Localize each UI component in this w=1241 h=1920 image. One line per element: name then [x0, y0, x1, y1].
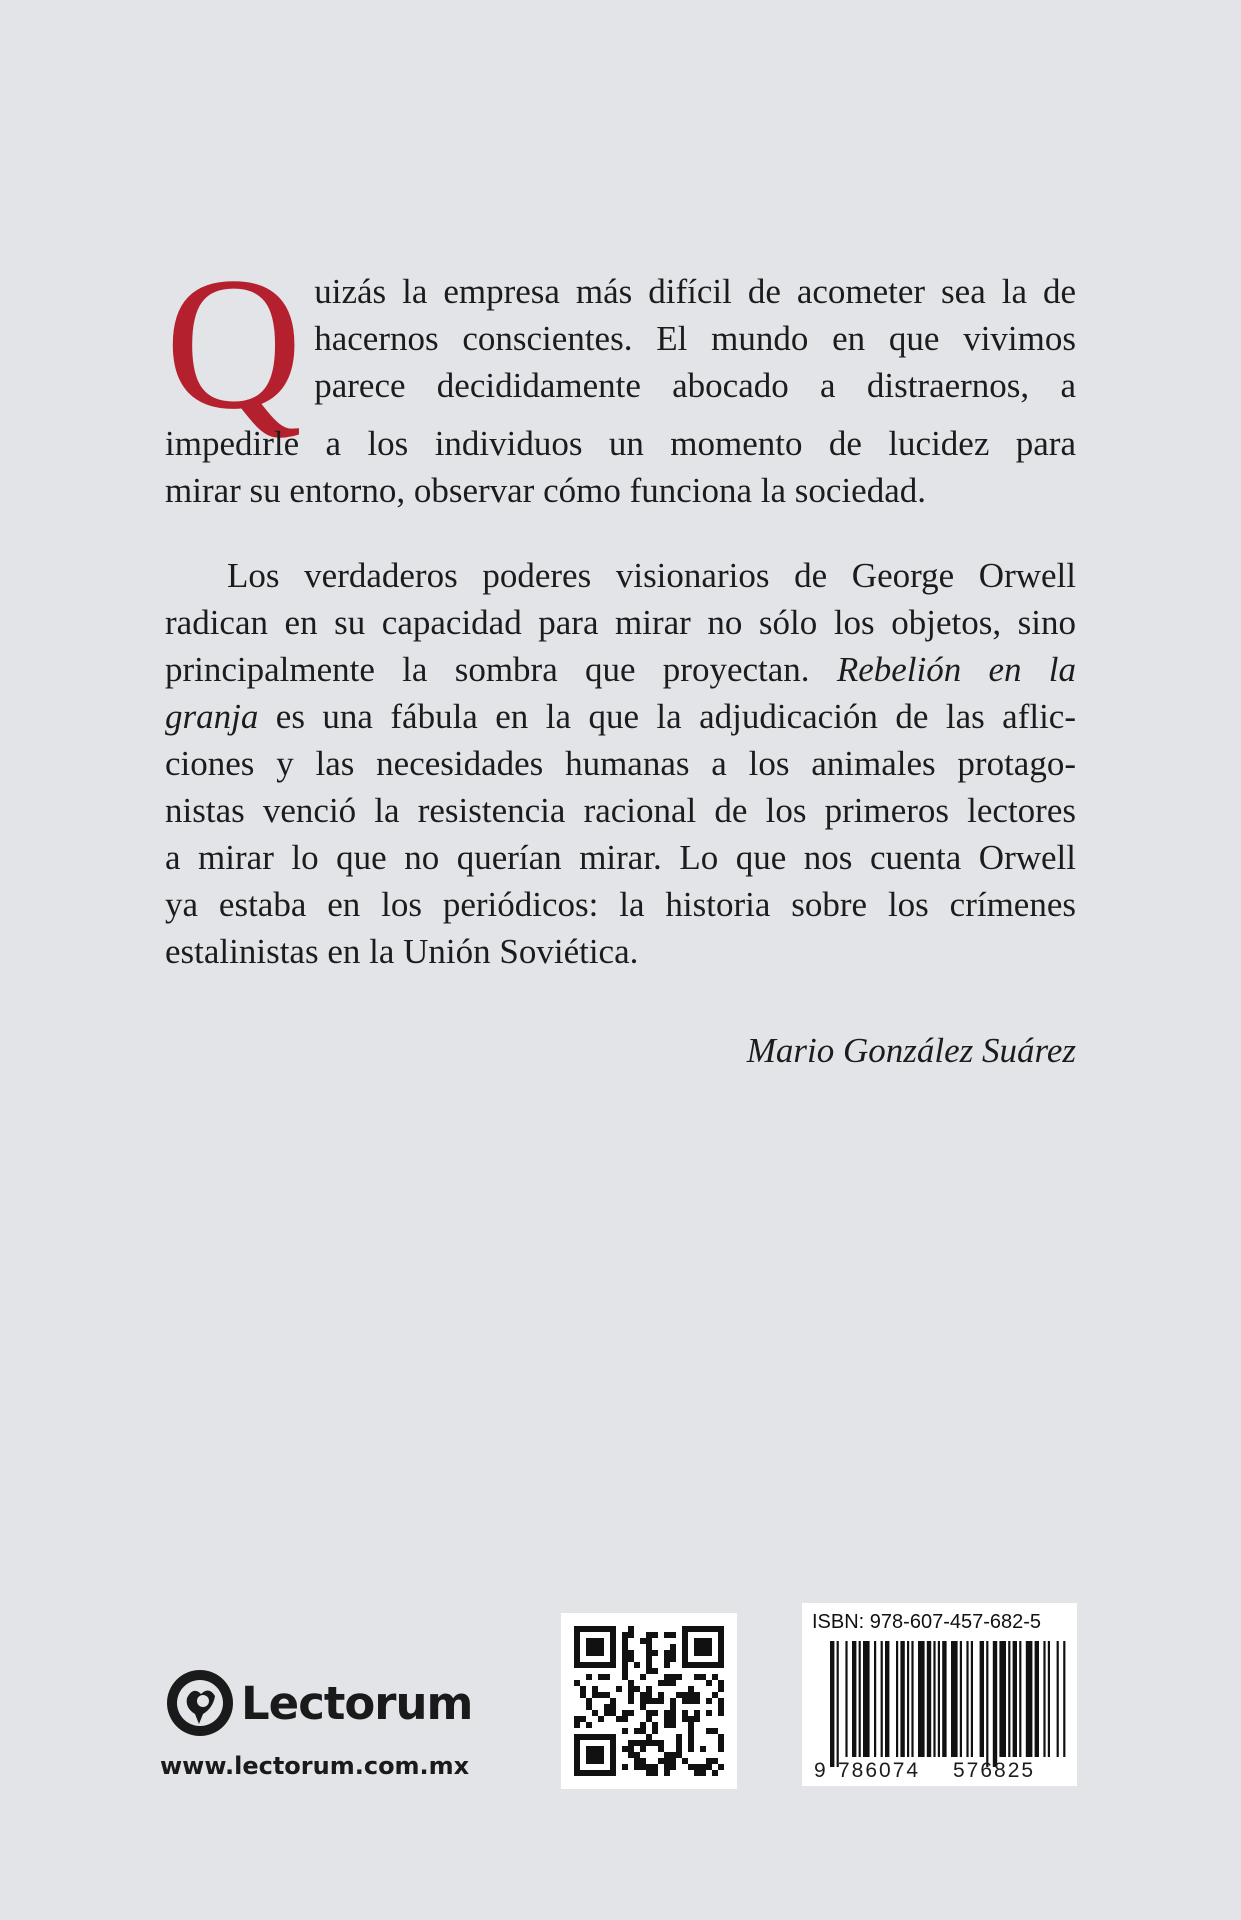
qr-module — [694, 1770, 700, 1776]
qr-module — [622, 1674, 628, 1680]
qr-module — [640, 1698, 646, 1704]
intro-line: hacernos conscientes. El mundo en que vivimos — [314, 319, 1076, 358]
qr-module — [628, 1626, 634, 1632]
qr-module — [628, 1692, 634, 1698]
qr-module — [574, 1680, 580, 1686]
qr-module — [622, 1662, 628, 1668]
barcode-bar — [1057, 1641, 1059, 1757]
qr-module — [658, 1746, 664, 1752]
author-signature: Mario González Suárez — [746, 1031, 1076, 1070]
intro-line: uizás la empresa más difícil de acometer sea la de — [314, 272, 1076, 311]
book-title: granja — [165, 697, 259, 736]
qr-module — [586, 1674, 592, 1680]
publisher-name: Lectorum — [241, 1676, 473, 1730]
qr-module — [646, 1692, 652, 1698]
qr-module — [670, 1704, 676, 1710]
intro-paragraph — [165, 239, 1076, 514]
qr-module — [664, 1674, 670, 1680]
qr-module — [694, 1638, 712, 1656]
qr-module — [682, 1716, 688, 1722]
barcode-bar — [1026, 1641, 1033, 1757]
qr-module — [646, 1632, 652, 1638]
qr-module — [682, 1710, 688, 1716]
qr-module — [676, 1746, 682, 1752]
qr-module — [646, 1644, 652, 1650]
qr-module — [694, 1710, 700, 1716]
qr-module — [598, 1692, 604, 1698]
qr-module — [670, 1632, 676, 1638]
qr-module — [664, 1632, 670, 1638]
qr-module — [628, 1752, 634, 1758]
qr-module — [682, 1698, 688, 1704]
qr-module — [664, 1716, 670, 1722]
qr-module — [646, 1668, 652, 1674]
barcode-bar — [933, 1641, 935, 1757]
body-line: ciones y las necesidades humanas a los animales protago- — [165, 744, 1076, 783]
qr-module — [688, 1686, 694, 1692]
qr-module — [586, 1638, 604, 1656]
lectorum-logo-icon — [165, 1668, 235, 1738]
qr-module — [622, 1650, 628, 1656]
intro-line: mirar su entorno, observar cómo funciona la sociedad. — [165, 471, 926, 510]
barcode-digit: 9 — [814, 1759, 826, 1782]
qr-module — [718, 1686, 724, 1692]
qr-module — [628, 1650, 634, 1656]
barcode-bar — [993, 1641, 997, 1767]
qr-module — [646, 1740, 652, 1746]
qr-module — [604, 1674, 610, 1680]
qr-module — [646, 1650, 652, 1656]
barcode-bar — [885, 1641, 889, 1757]
barcode-bar — [859, 1641, 861, 1757]
qr-module — [718, 1698, 724, 1704]
qr-module — [694, 1764, 700, 1770]
barcode-bar — [911, 1641, 913, 1757]
qr-module — [718, 1680, 724, 1686]
qr-module — [652, 1710, 658, 1716]
barcode-bar — [942, 1641, 946, 1757]
qr-module — [700, 1770, 706, 1776]
qr-module — [658, 1758, 664, 1764]
qr-module — [592, 1710, 598, 1716]
barcode-bar — [1035, 1641, 1039, 1757]
body-line: radican en su capacidad para mirar no sólo los objetos, sino — [165, 603, 1076, 642]
qr-module — [694, 1674, 700, 1680]
qr-module — [604, 1710, 610, 1716]
qr-module — [694, 1698, 700, 1704]
qr-module — [706, 1680, 712, 1686]
qr-module — [688, 1692, 694, 1698]
barcode-bar — [896, 1641, 898, 1757]
qr-module — [706, 1698, 712, 1704]
intro-line: parece decididamente abocado a distraernos, a — [314, 366, 1076, 405]
barcode-bar — [863, 1641, 870, 1757]
qr-module — [604, 1704, 610, 1710]
qr-module — [640, 1692, 646, 1698]
qr-module — [646, 1734, 652, 1740]
qr-module — [688, 1740, 694, 1746]
qr-module — [622, 1746, 628, 1752]
qr-module — [622, 1644, 628, 1650]
qr-module — [670, 1716, 676, 1722]
qr-module — [652, 1728, 658, 1734]
qr-module — [712, 1770, 718, 1776]
qr-module — [682, 1758, 688, 1764]
qr-module — [622, 1638, 628, 1644]
qr-module — [712, 1674, 718, 1680]
qr-module — [700, 1764, 706, 1770]
qr-module — [622, 1716, 628, 1722]
qr-module — [646, 1698, 652, 1704]
barcode-bar — [938, 1641, 940, 1757]
qr-module — [676, 1752, 682, 1758]
qr-module — [706, 1728, 712, 1734]
qr-module — [658, 1692, 664, 1698]
qr-module — [664, 1656, 670, 1662]
qr-module — [700, 1674, 706, 1680]
qr-module — [634, 1758, 640, 1764]
qr-module — [628, 1632, 634, 1638]
qr-module — [634, 1752, 640, 1758]
body-line — [165, 646, 1076, 693]
qr-module — [622, 1710, 628, 1716]
body-line: Los verdaderos poderes visionarios de George Orwell — [227, 556, 1076, 595]
body-paragraph — [165, 552, 1076, 975]
qr-module — [646, 1638, 652, 1644]
qr-module — [712, 1728, 718, 1734]
qr-module — [670, 1674, 676, 1680]
barcode-bar — [1019, 1641, 1021, 1757]
barcode-bar — [986, 1641, 988, 1767]
drop-cap: Q — [165, 239, 303, 449]
qr-module — [670, 1644, 676, 1650]
barcode-digits: 576825 — [953, 1759, 1036, 1782]
qr-module — [688, 1746, 694, 1752]
qr-module — [664, 1650, 670, 1656]
book-title: Rebelión en la — [836, 650, 1076, 689]
qr-module — [718, 1740, 724, 1746]
barcode-bar — [966, 1641, 968, 1757]
qr-module — [598, 1716, 604, 1722]
body-line: a mirar lo que no querían mirar. Lo que nos cuenta Orwell — [165, 838, 1076, 877]
barcode-bar — [845, 1641, 847, 1757]
qr-module — [628, 1698, 634, 1704]
qr-module — [622, 1656, 628, 1662]
barcode-bar — [1048, 1641, 1050, 1757]
qr-module — [676, 1692, 682, 1698]
qr-module — [610, 1704, 616, 1710]
qr-module — [718, 1734, 724, 1740]
qr-module — [664, 1710, 670, 1716]
qr-module — [670, 1722, 676, 1728]
qr-module — [634, 1686, 640, 1692]
qr-module — [646, 1710, 652, 1716]
publisher-website: www.lectorum.com.mx — [160, 1752, 470, 1780]
barcode-bar — [960, 1641, 962, 1757]
qr-module — [646, 1764, 652, 1770]
barcode-digits: 786074 — [838, 1759, 921, 1782]
qr-module — [652, 1740, 658, 1746]
qr-module — [640, 1674, 646, 1680]
qr-module — [622, 1632, 628, 1638]
qr-module — [646, 1716, 652, 1722]
qr-module — [646, 1770, 652, 1776]
qr-module — [688, 1698, 694, 1704]
qr-module — [646, 1656, 652, 1662]
qr-module — [640, 1746, 646, 1752]
barcode-bar — [951, 1641, 958, 1757]
qr-module — [592, 1692, 598, 1698]
qr-module — [652, 1632, 658, 1638]
qr-module — [706, 1758, 712, 1764]
qr-module — [646, 1662, 652, 1668]
qr-module — [670, 1752, 676, 1758]
qr-module — [640, 1704, 646, 1710]
qr-module — [634, 1728, 640, 1734]
qr-module — [688, 1764, 694, 1770]
qr-module — [676, 1674, 682, 1680]
barcode-bar — [874, 1641, 876, 1757]
qr-module — [628, 1740, 634, 1746]
qr-module — [664, 1722, 670, 1728]
qr-module — [670, 1650, 676, 1656]
qr-module — [670, 1698, 676, 1704]
barcode-bar — [1043, 1641, 1045, 1757]
qr-module — [628, 1746, 634, 1752]
qr-module — [718, 1710, 724, 1716]
barcode-bar — [830, 1641, 834, 1767]
isbn-barcode — [802, 1603, 1077, 1786]
body-text: principalmente la sombra que proyectan. — [165, 650, 837, 689]
qr-module — [634, 1662, 640, 1668]
qr-module — [586, 1722, 592, 1728]
barcode-bar — [852, 1641, 856, 1757]
qr-module — [598, 1674, 604, 1680]
qr-module — [604, 1692, 610, 1698]
qr-module — [682, 1692, 688, 1698]
isbn-label: ISBN: 978-607-457-682-5 — [812, 1611, 1042, 1633]
body-line — [165, 693, 1076, 740]
barcode-bar — [980, 1641, 984, 1757]
qr-module — [664, 1770, 670, 1776]
qr-module — [652, 1770, 658, 1776]
qr-module — [640, 1728, 646, 1734]
qr-module — [688, 1734, 694, 1740]
qr-module — [652, 1650, 658, 1656]
qr-module — [676, 1740, 682, 1746]
barcode-bar — [918, 1641, 925, 1757]
qr-module — [646, 1686, 652, 1692]
qr-module — [622, 1764, 628, 1770]
qr-module — [574, 1716, 580, 1722]
qr-module — [634, 1740, 640, 1746]
barcode-bar — [927, 1641, 931, 1757]
qr-module — [652, 1698, 658, 1704]
qr-module — [616, 1686, 622, 1692]
qr-module — [580, 1716, 586, 1722]
qr-module — [622, 1728, 628, 1734]
barcode-bar — [900, 1641, 904, 1757]
qr-module — [652, 1722, 658, 1728]
qr-module — [586, 1698, 592, 1704]
qr-module — [640, 1722, 646, 1728]
qr-module — [610, 1710, 616, 1716]
qr-module — [628, 1686, 634, 1692]
barcode-bar — [1013, 1641, 1017, 1757]
qr-module — [664, 1752, 670, 1758]
qr-module — [622, 1668, 628, 1674]
qr-code — [561, 1613, 737, 1789]
qr-module — [706, 1710, 712, 1716]
qr-module — [634, 1764, 640, 1770]
qr-module — [610, 1698, 616, 1704]
qr-module — [718, 1764, 724, 1770]
qr-module — [688, 1728, 694, 1734]
qr-module — [658, 1680, 664, 1686]
qr-module — [670, 1656, 676, 1662]
intro-line: impedirle a los individuos un momento de lucidez para — [165, 424, 1076, 463]
qr-module — [670, 1758, 676, 1764]
qr-module — [688, 1716, 694, 1722]
qr-module — [640, 1758, 646, 1764]
qr-module — [664, 1680, 670, 1686]
qr-module — [616, 1716, 622, 1722]
qr-module — [592, 1686, 598, 1692]
qr-module — [700, 1746, 706, 1752]
barcode-bar — [999, 1641, 1006, 1757]
qr-module — [676, 1734, 682, 1740]
qr-module — [712, 1758, 718, 1764]
body-line: nistas venció la resistencia racional de los primeros lectores — [165, 791, 1076, 830]
qr-module — [664, 1758, 670, 1764]
qr-module — [640, 1764, 646, 1770]
qr-module — [586, 1746, 604, 1764]
qr-module — [670, 1764, 676, 1770]
barcode-bar — [1063, 1641, 1065, 1757]
body-line: estalinistas en la Unión Soviética. — [165, 932, 639, 971]
qr-module — [664, 1764, 670, 1770]
qr-module — [628, 1710, 634, 1716]
qr-module — [694, 1716, 700, 1722]
qr-module — [712, 1692, 718, 1698]
qr-module — [580, 1686, 586, 1692]
qr-module — [640, 1638, 646, 1644]
qr-module — [718, 1704, 724, 1710]
qr-module — [640, 1740, 646, 1746]
barcode-bar — [907, 1641, 909, 1757]
publisher-logo — [165, 1668, 472, 1738]
qr-module — [718, 1746, 724, 1752]
qr-module — [628, 1656, 634, 1662]
qr-module — [664, 1662, 670, 1668]
qr-module — [580, 1692, 586, 1698]
qr-module — [658, 1698, 664, 1704]
qr-module — [670, 1680, 676, 1686]
qr-module — [688, 1722, 694, 1728]
body-text: es una fábula en la que la adjudicación de las aflic- — [258, 697, 1076, 736]
qr-module — [586, 1704, 592, 1710]
qr-module — [706, 1764, 712, 1770]
qr-module — [670, 1710, 676, 1716]
qr-module — [652, 1668, 658, 1674]
qr-module — [628, 1680, 634, 1686]
qr-module — [574, 1722, 580, 1728]
barcode-bar — [881, 1641, 883, 1757]
qr-module — [694, 1692, 700, 1698]
barcode-bar — [837, 1641, 839, 1767]
body-line: ya estaba en los periódicos: la historia sobre los crímenes — [165, 885, 1076, 924]
qr-module — [658, 1740, 664, 1746]
qr-module — [652, 1764, 658, 1770]
barcode-bar — [1008, 1641, 1010, 1757]
barcode-bar — [971, 1641, 973, 1757]
